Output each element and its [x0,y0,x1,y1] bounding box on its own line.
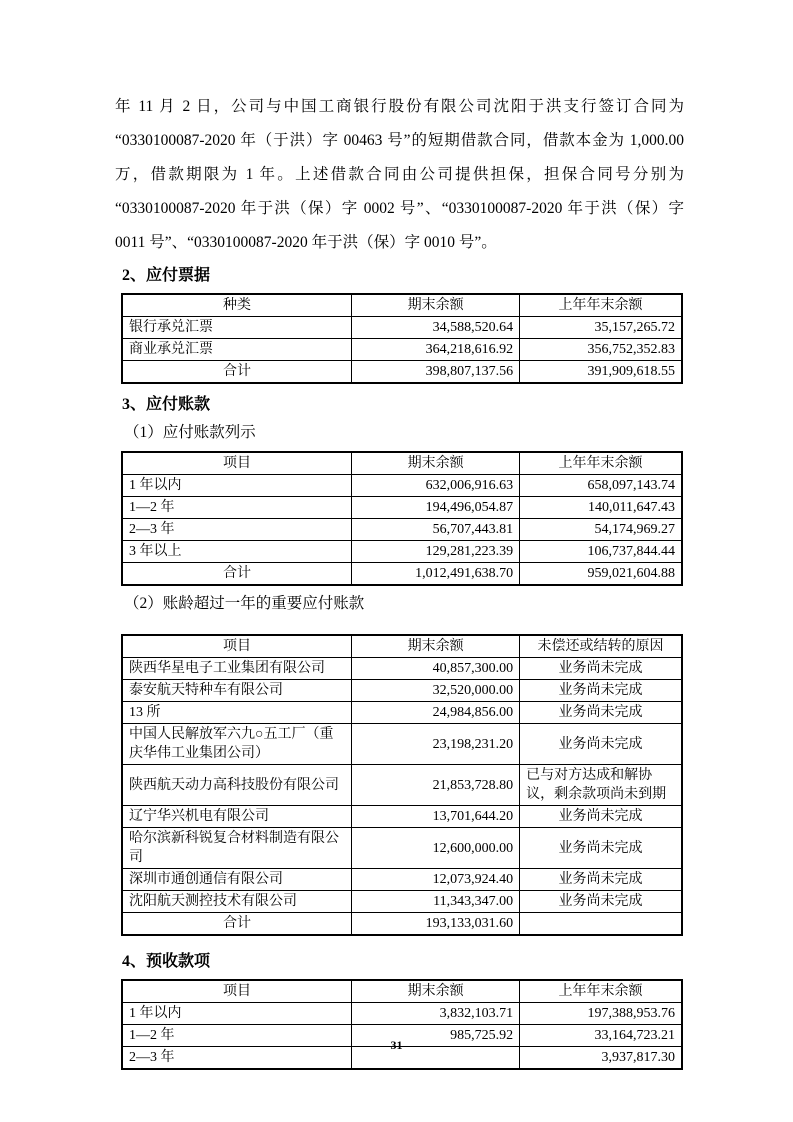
accounts-payable-aging-table [121,451,683,586]
table-cell: 632,006,916.63 [352,475,520,497]
table-cell: 业务尚未完成 [520,724,682,765]
table-cell: 54,174,969.27 [520,519,682,541]
table-cell: 辽宁华兴机电有限公司 [122,806,352,828]
table-row [122,475,682,497]
body-paragraph [115,90,684,260]
table-cell: 658,097,143.74 [520,475,682,497]
table-cell [520,913,682,936]
table-row [122,913,682,936]
table-cell: 391,909,618.55 [520,361,682,384]
column-header: 上年年末余额 [520,452,682,475]
table-cell: 1—2 年 [122,1025,352,1047]
column-header: 期末余额 [352,635,520,658]
table-cell: 193,133,031.60 [352,913,520,936]
table-cell: 33,164,723.21 [520,1025,682,1047]
table-row [122,519,682,541]
section-heading-accounts-payable: 3、应付账款 [122,396,211,413]
table-cell: 3,937,817.30 [520,1047,682,1070]
table-cell: 泰安航天特种车有限公司 [122,680,352,702]
table-cell: 197,388,953.76 [520,1003,682,1025]
table-row [122,724,682,765]
table-header-row [122,980,682,1003]
table-cell: 深圳市通创通信有限公司 [122,869,352,891]
table-row [122,680,682,702]
table-row [122,1003,682,1025]
table-cell: 129,281,223.39 [352,541,520,563]
table-cell: 356,752,352.83 [520,339,682,361]
table-cell: 商业承兑汇票 [122,339,352,361]
column-header: 未偿还或结转的原因 [520,635,682,658]
table-cell: 140,011,647.43 [520,497,682,519]
table-header-row [122,294,682,317]
paragraph-line: “0330100087-2020 年（于洪）字 00463 号”的短期借款合同，借款本金为 1,000.00 [115,132,684,149]
page-content [115,90,684,1070]
table-cell: 业务尚未完成 [520,702,682,724]
table-row [122,765,682,806]
table-cell: 业务尚未完成 [520,680,682,702]
table-cell: 35,157,265.72 [520,317,682,339]
table-cell: 合计 [122,913,352,936]
table-row [122,806,682,828]
table-cell: 业务尚未完成 [520,828,682,869]
advances-table [121,979,683,1070]
table-cell: 合计 [122,361,352,384]
table-cell: 959,021,604.88 [520,563,682,586]
table-cell: 1 年以内 [122,1003,352,1025]
table-cell: 合计 [122,563,352,586]
table-cell: 3 年以上 [122,541,352,563]
table-cell: 13 所 [122,702,352,724]
table-row [122,658,682,680]
table-row [122,563,682,586]
table-cell: 40,857,300.00 [352,658,520,680]
table-header-row [122,635,682,658]
column-header: 期末余额 [352,452,520,475]
table-cell: 3,832,103.71 [352,1003,520,1025]
paragraph-line: 万，借款期限为 1 年。上述借款合同由公司提供担保，担保合同号分别为 [115,166,684,183]
table-header-row [122,452,682,475]
table-row [122,317,682,339]
table-cell: 56,707,443.81 [352,519,520,541]
notes-payable-table [121,293,683,384]
page-number: 31 [390,1038,403,1052]
table-cell: 34,588,520.64 [352,317,520,339]
column-header: 种类 [122,294,352,317]
table-cell: 12,073,924.40 [352,869,520,891]
table-cell: 沈阳航天测控技术有限公司 [122,891,352,913]
table-cell: 194,496,054.87 [352,497,520,519]
table-cell: 业务尚未完成 [520,806,682,828]
table-cell: 业务尚未完成 [520,869,682,891]
subheading-important-accounts-payable: （2）账龄超过一年的重要应付账款 [124,595,365,612]
subheading-accounts-payable-listing: （1）应付账款列示 [124,424,256,441]
table-cell: 业务尚未完成 [520,658,682,680]
accounts-payable-over-one-year-table [121,634,683,936]
table-cell: 陕西航天动力高科技股份有限公司 [122,765,352,806]
table-cell: 2—3 年 [122,1047,352,1070]
paragraph-line: 0011 号”、“0330100087-2020 年于洪（保）字 0010 号”。 [115,234,497,251]
table-cell: 业务尚未完成 [520,891,682,913]
table-cell: 11,343,347.00 [352,891,520,913]
column-header: 上年年末余额 [520,294,682,317]
column-header: 项目 [122,635,352,658]
table-cell: 2—3 年 [122,519,352,541]
table-row [122,339,682,361]
table-cell: 陕西华星电子工业集团有限公司 [122,658,352,680]
column-header: 项目 [122,452,352,475]
table-cell: 13,701,644.20 [352,806,520,828]
table-row [122,361,682,384]
table-cell: 1 年以内 [122,475,352,497]
table-cell: 银行承兑汇票 [122,317,352,339]
table-row [122,541,682,563]
column-header: 期末余额 [352,980,520,1003]
column-header: 上年年末余额 [520,980,682,1003]
table-row [122,869,682,891]
table-cell: 已与对方达成和解协议，剩余款项尚未到期 [520,765,682,806]
table-cell: 364,218,616.92 [352,339,520,361]
paragraph-line: 年 11 月 2 日，公司与中国工商银行股份有限公司沈阳于洪支行签订合同为 [115,98,684,115]
table-cell: 21,853,728.80 [352,765,520,806]
table-cell: 24,984,856.00 [352,702,520,724]
table-cell: 1—2 年 [122,497,352,519]
section-heading-notes-payable: 2、应付票据 [122,267,211,284]
table-cell: 106,737,844.44 [520,541,682,563]
table-cell: 23,198,231.20 [352,724,520,765]
section-heading-advances: 4、预收款项 [122,953,211,970]
column-header: 期末余额 [352,294,520,317]
table-row [122,497,682,519]
table-row [122,891,682,913]
table-row [122,702,682,724]
table-cell: 12,600,000.00 [352,828,520,869]
table-cell: 985,725.92 [352,1025,520,1047]
column-header: 项目 [122,980,352,1003]
table-row [122,828,682,869]
table-cell: 32,520,000.00 [352,680,520,702]
table-cell: 哈尔滨新科锐复合材料制造有限公司 [122,828,352,869]
table-cell: 中国人民解放军六九○五工厂（重庆华伟工业集团公司） [122,724,352,765]
table-cell: 398,807,137.56 [352,361,520,384]
paragraph-line: “0330100087-2020 年于洪（保）字 0002 号”、“0330100087-2020 年于洪（保）字 [115,200,684,217]
table-cell: 1,012,491,638.70 [352,563,520,586]
